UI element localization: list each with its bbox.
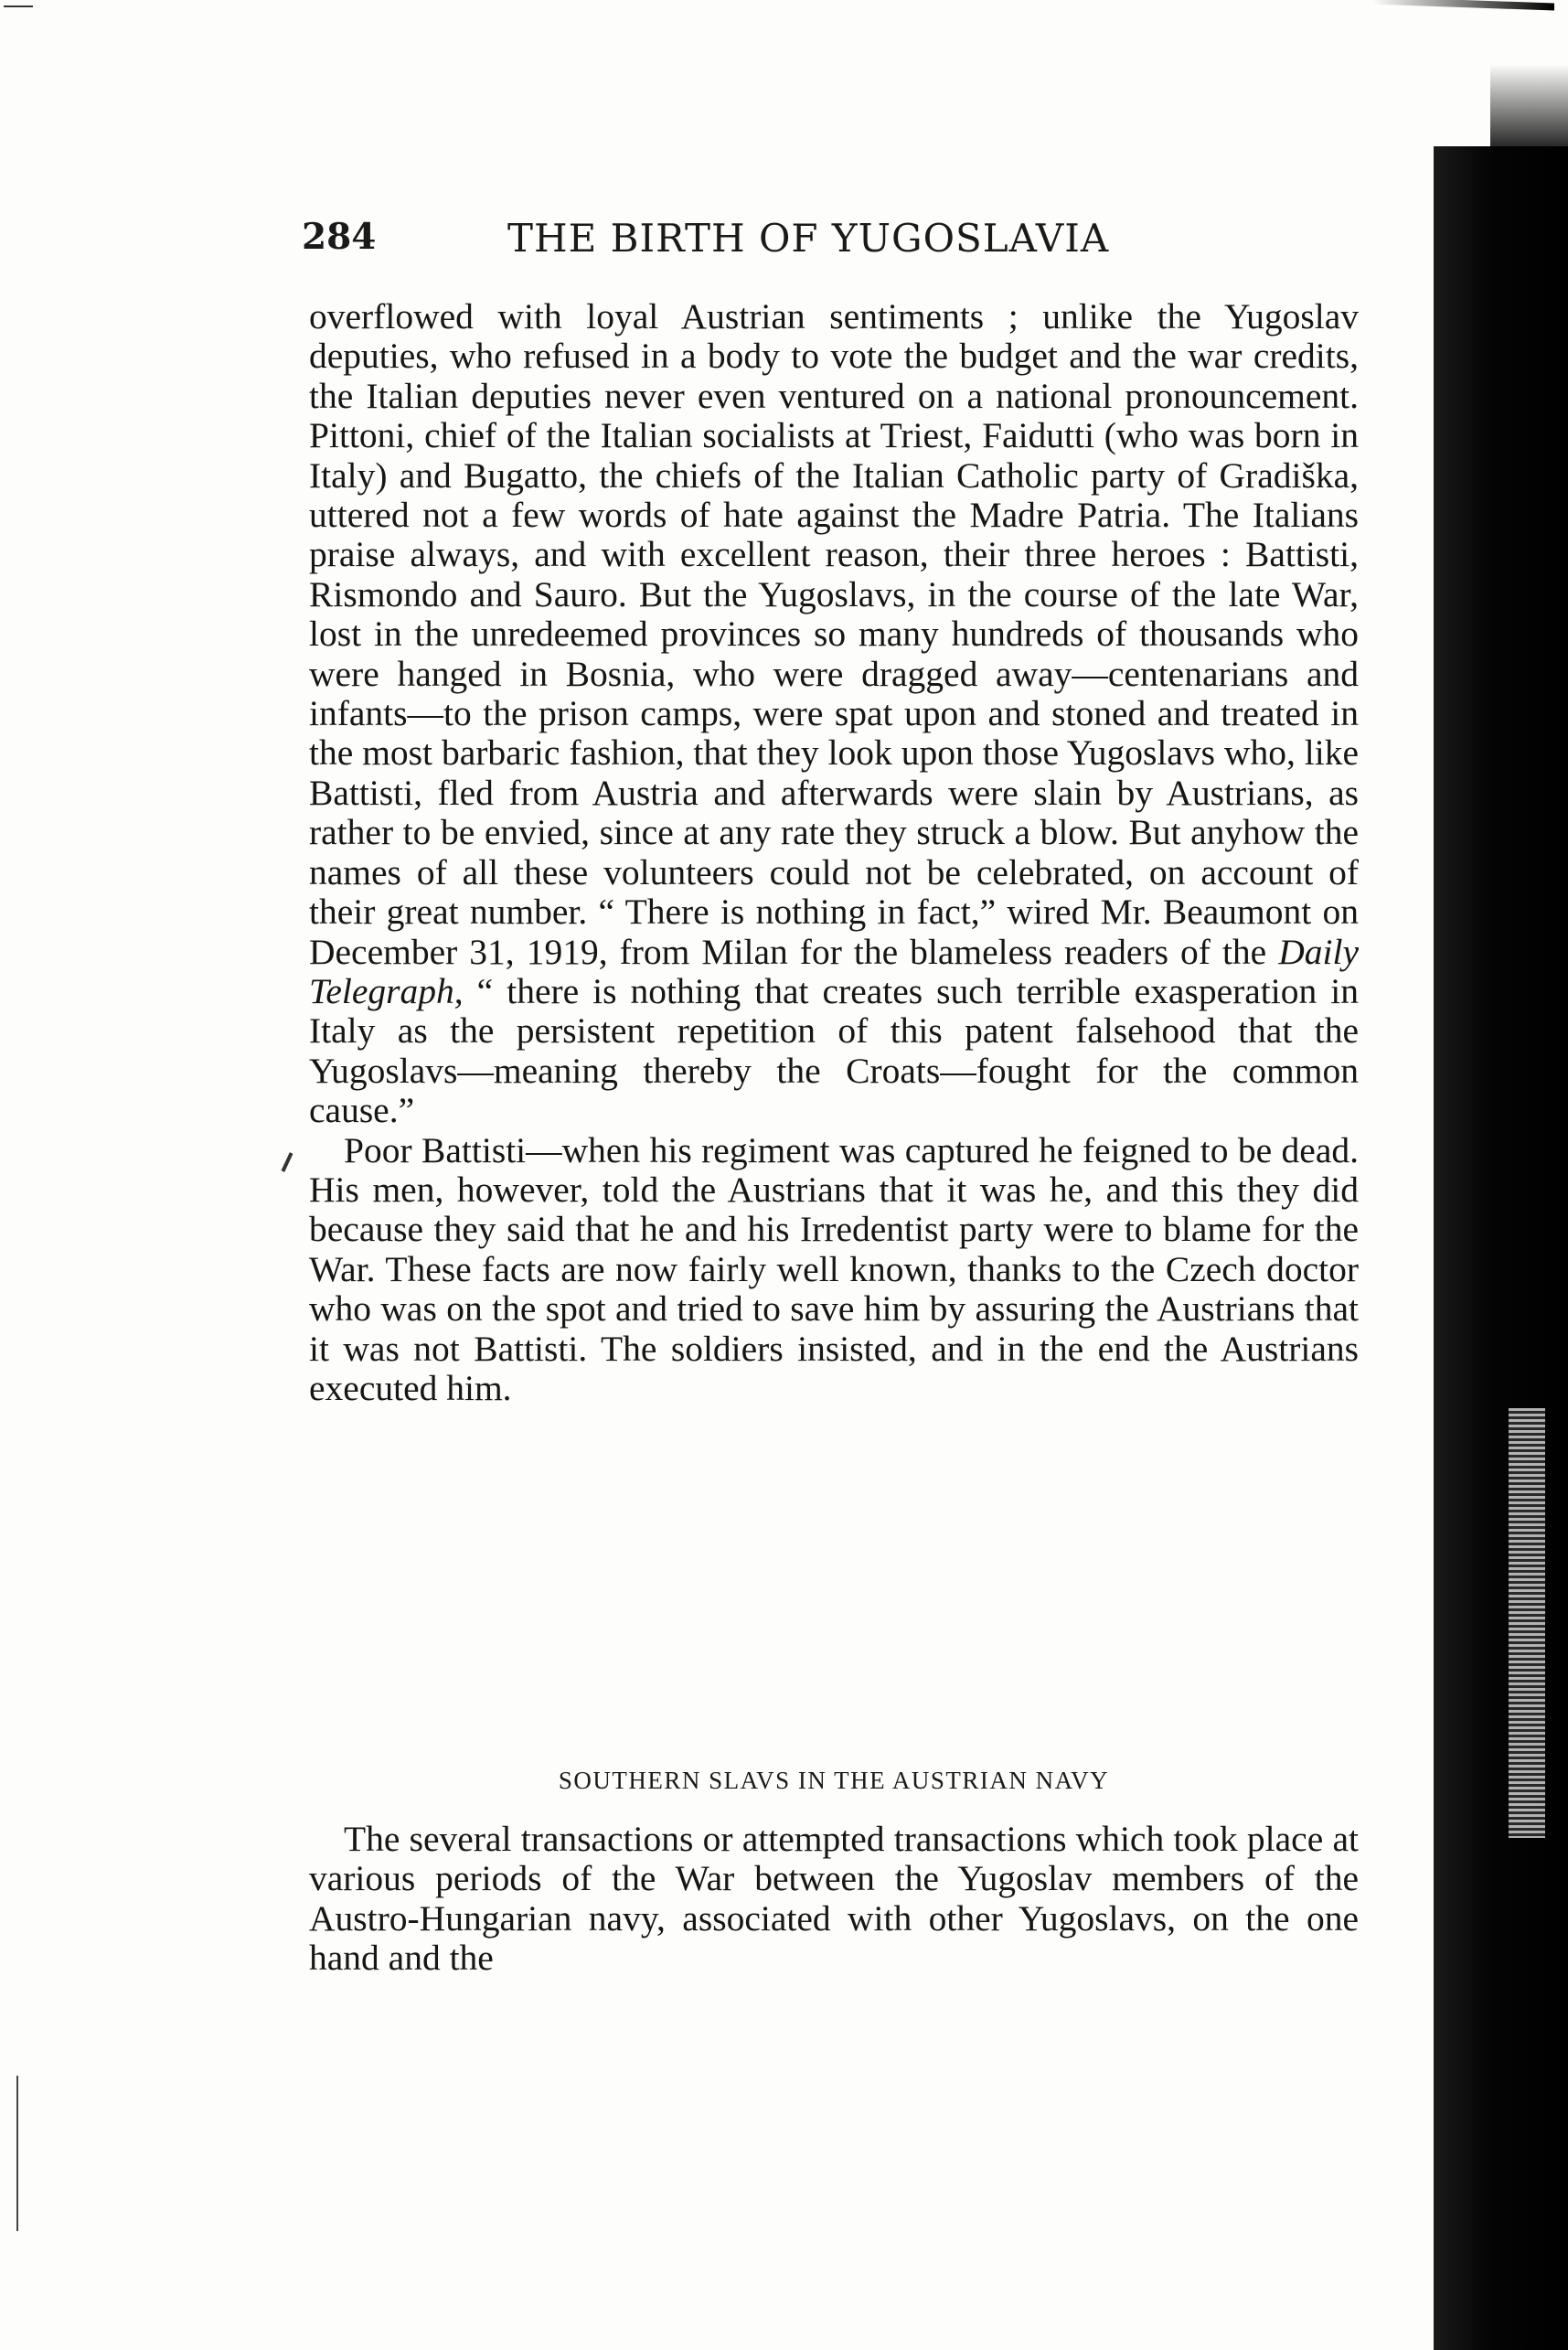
page-header [302,216,1381,271]
body-text [309,297,1359,1408]
section-body-text [309,1820,1359,1979]
margin-pencil-mark [282,1152,293,1172]
gutter-top-shadow [1490,64,1568,155]
top-edge-shadow [1371,0,1554,10]
paragraph-battisti: Poor Battisti—when his regiment was captured he feigned to be dead. His men, however, told the Austrians that it was he, and this they did because they said that he and his Irredentist party were to blame for the War. These facts are now fairly well known, thanks to the Czech doctor who was on the spot and tried to save him by assuring the Austrians that it was not Battisti. The soldiers insisted, and in the end the Austrians executed him. [309,1129,1359,1408]
page-number: 284 [302,216,377,258]
binding-gutter [1434,146,1568,2350]
running-title: THE BIRTH OF YUGOSLAVIA [507,216,1110,261]
paragraph-1-end: “ there is nothing that creates such terrible exasperation in Italy as the persistent repetition of this patent falsehood that the Yugoslavs—meaning thereby the Croats—fought for the common cause.” [309,970,1359,1131]
section-paragraph: The several transactions or attempted transactions which took place at various periods of the War between the Yugoslav members of the Austro-Hungarian navy, associated with other Yugoslavs, on the one hand and the [309,1819,1359,1979]
corner-scan-mark [4,5,33,13]
section-heading: SOUTHERN SLAVS IN THE AUSTRIAN NAVY [558,1767,1110,1794]
left-margin-mark [16,2076,18,2231]
gutter-spine-texture [1509,1408,1545,1838]
paragraph-continued [309,297,1359,1131]
paragraph-1-text: overflowed with loyal Austrian sentiments ; unlike the Yugoslav deputies, who refused in a body to vote the budget and the war credits, the Italian deputies never even ventured on a national pronouncement. Pittoni, chief of the Italian socialists at Triest, Faidutti (who was born in Italy) and Bugatto, the chiefs of the Italian Catholic party of Gradiška, uttered not a few words of hate against the Madre Patria. The Italians praise always, and with excellent reason, their three heroes : Battisti, Rismondo and Sauro. But the Yugoslavs, in the course of the late War, lost in the unredeemed provinces so many hundreds of thousands who were hanged in Bosnia, who were dragged away—centenarians and infants—to the prison camps, were spat upon and stoned and treated in the most barbaric fashion, that they look upon those Yugoslavs who, like Battisti, fled from Austria and afterwards were slain by Austrians, as rather to be envied, since at any rate they struck a blow. But anyhow the names of all these volunteers could not be celebrated, on account of their great number. “ There is nothing in fact,” wired Mr. Beaumont on December 31, 1919, from Milan for the blameless readers of the [309,296,1359,972]
newspaper-title: Daily Telegraph, [309,931,1359,1011]
